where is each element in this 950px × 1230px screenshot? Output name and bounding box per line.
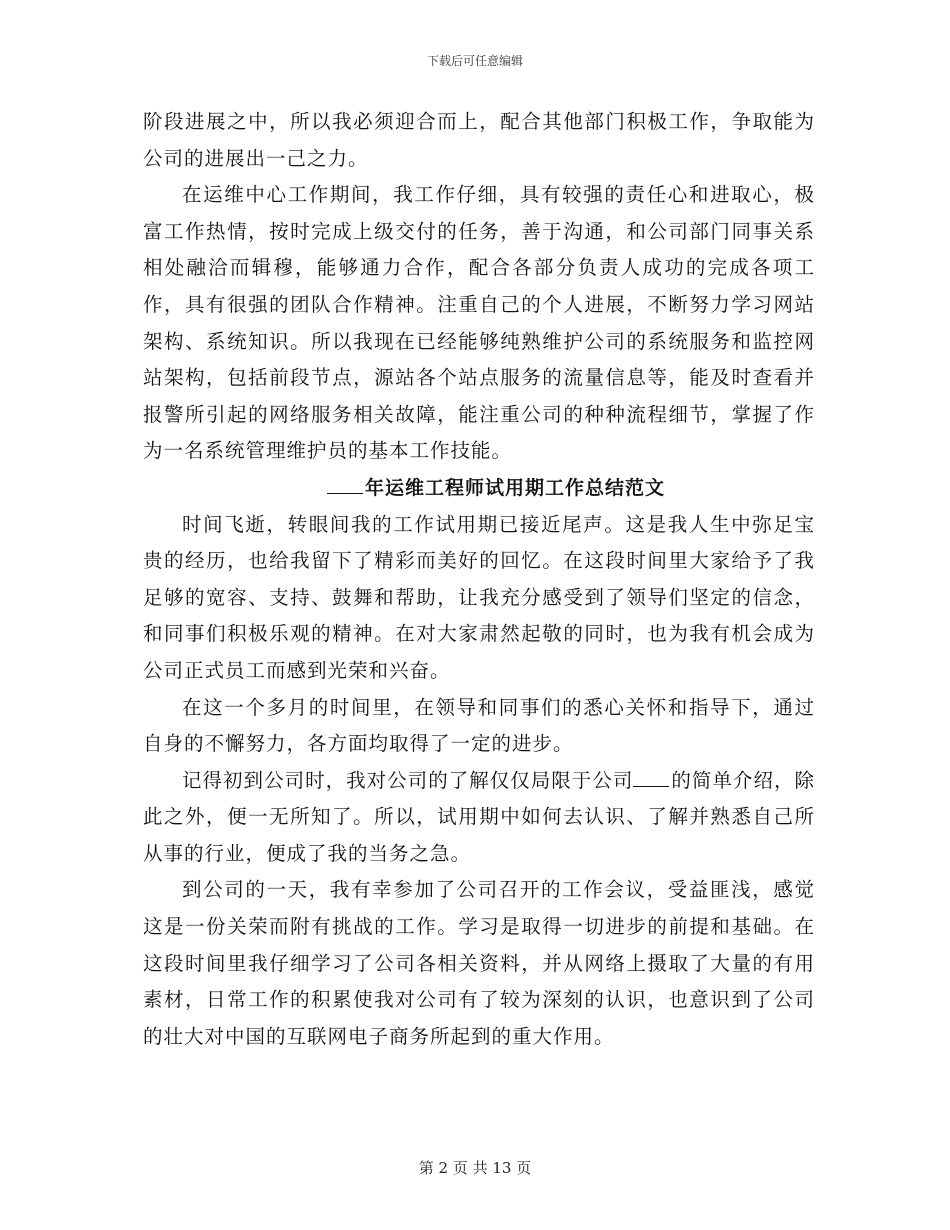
paragraph-time-flies: 时间飞逝，转眼间我的工作试用期已接近尾声。这是我人生中弥足宝贵的经历，也给我留下了精彩而美好的回忆。在这段时间里大家给予了我足够的宽容、支持、鼓舞和帮助，让我充分感受到了领导们坚定的信念，和同事们积极乐观的精神。在对大家肃然起敬的同时，也为我有机会成为公司正式员工而感到光荣和兴奋。: [143, 512, 815, 682]
page-header-note: 下载后可任意编辑: [426, 54, 523, 68]
blank-underline: [327, 475, 363, 494]
section-heading-text: 年运维工程师试用期工作总结范文: [364, 476, 665, 499]
paragraph-continued: 阶段进展之中，所以我必须迎合而上，配合其他部门积极工作，争取能为公司的进展出一己之力。: [143, 110, 815, 170]
paragraph-first-arrival: [143, 763, 815, 873]
paragraph-meeting: 到公司的一天，我有幸参加了公司召开的工作会议，受益匪浅，感觉这是一份关荣而附有挑战的工作。学习是取得一切进步的前提和基础。在这段时间里我仔细学习了公司各相关资料，并从网络上摄取了大量的有用素材，日常工作的积累使我对公司有了较为深刻的认识，也意识到了公司的壮大对中国的互联网电子商务所起到的重大作用。: [143, 878, 815, 1048]
blank-underline: [633, 768, 669, 787]
paragraph-progress: 在这一个多月的时间里，在领导和同事们的悉心关怀和指导下，通过自身的不懈努力，各方面均取得了一定的进步。: [143, 695, 815, 756]
document-body: [143, 104, 815, 1055]
paragraph-first-arrival-end: 的简单介绍，除此之外，便一无所知了。所以，试用期中如何去认识、了解并熟悉自己所从事的行业，便成了我的当务之急。: [143, 768, 815, 865]
page-number-footer: 第 2 页 共 13 页: [418, 1159, 532, 1177]
paragraph-operations-center: 在运维中心工作期间，我工作仔细，具有较强的责任心和进取心，极富工作热情，按时完成上级交付的任务，善于沟通，和公司部门同事关系相处融洽而辑穆，能够通力合作，配合各部分负责人成功的完成各项工作，具有很强的团队合作精神。注重自己的个人进展，不断努力学习网站架构、系统知识。所以我现在已经能够纯熟维护公司的系统服务和监控网站架构，包括前段节点，源站各个站点服务的流量信息等，能及时查看并报警所引起的网络服务相关故障，能注重公司的种种流程细节，掌握了作为一名系统管理维护员的基本工作技能。: [143, 183, 815, 463]
paragraph-first-arrival-start: 记得初到公司时，我对公司的了解仅仅局限于公司: [182, 768, 634, 792]
section-heading: [143, 470, 815, 507]
